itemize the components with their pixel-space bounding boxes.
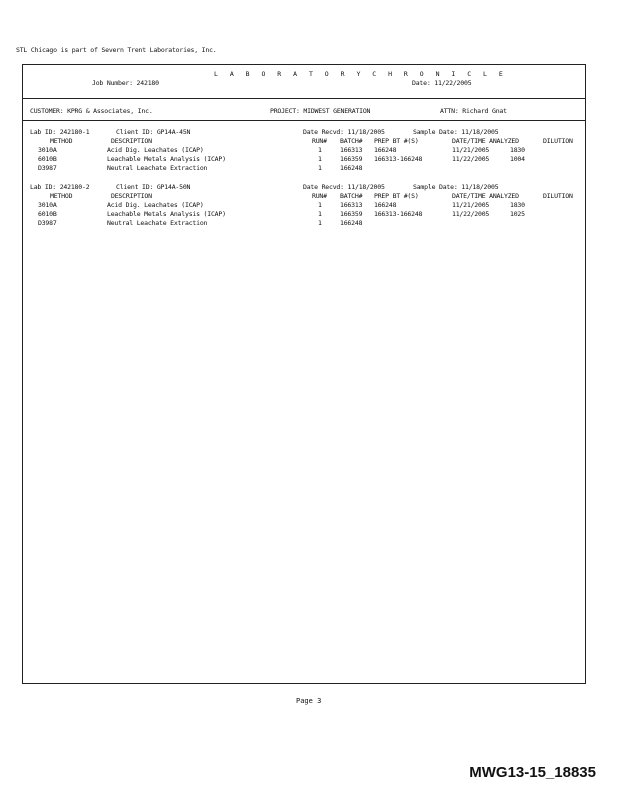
table-cell-method: 6010B [38, 210, 57, 218]
table-cell-date: 11/22/2005 [452, 210, 490, 218]
col-run-header: RUN# [312, 137, 327, 145]
col-description-header: DESCRIPTION [111, 137, 152, 145]
table-cell-method: 3010A [38, 146, 57, 154]
client-id: Client ID: GP14A-45N [116, 128, 191, 136]
table-cell-run: 1 [318, 155, 322, 163]
col-datetime-header: DATE/TIME ANALYZED [452, 137, 519, 145]
table-cell-time: 1830 [510, 146, 525, 154]
table-cell-description: Leachable Metals Analysis (ICAP) [107, 210, 226, 218]
table-cell-prep: 166313-166248 [374, 210, 423, 218]
table-cell-description: Neutral Leachate Extraction [107, 164, 208, 172]
page-number: Page 3 [296, 697, 322, 705]
table-cell-batch: 166313 [340, 201, 363, 209]
table-cell-time: 1004 [510, 155, 525, 163]
divider-top [22, 98, 586, 99]
col-run-header: RUN# [312, 192, 327, 200]
table-cell-run: 1 [318, 210, 322, 218]
col-method-header: METHOD [50, 137, 73, 145]
col-batch-header: BATCH# [340, 137, 363, 145]
col-dilution-header: DILUTION [543, 192, 573, 200]
table-cell-time: 1830 [510, 201, 525, 209]
col-dilution-header: DILUTION [543, 137, 573, 145]
document-id: MWG13-15_18835 [469, 764, 596, 781]
lab-id: Lab ID: 242180-2 [30, 183, 90, 191]
table-cell-batch: 166248 [340, 164, 363, 172]
customer: CUSTOMER: KPRG & Associates, Inc. [30, 107, 153, 115]
table-cell-batch: 166359 [340, 210, 363, 218]
project: PROJECT: MIDWEST GENERATION [270, 107, 371, 115]
table-cell-run: 1 [318, 201, 322, 209]
table-cell-run: 1 [318, 146, 322, 154]
col-method-header: METHOD [50, 192, 73, 200]
table-cell-description: Acid Dig. Leachates (ICAP) [107, 201, 204, 209]
table-cell-run: 1 [318, 164, 322, 172]
divider-bottom [22, 120, 586, 121]
table-cell-date: 11/21/2005 [452, 146, 490, 154]
table-cell-run: 1 [318, 219, 322, 227]
table-cell-method: 6010B [38, 155, 57, 163]
header-note: STL Chicago is part of Severn Trent Laboratories, Inc. [16, 46, 217, 54]
table-cell-batch: 166359 [340, 155, 363, 163]
table-cell-prep: 166248 [374, 146, 397, 154]
job-number: Job Number: 242180 [92, 79, 159, 87]
table-cell-method: D3987 [38, 164, 57, 172]
table-cell-time: 1025 [510, 210, 525, 218]
client-id: Client ID: GP14A-50N [116, 183, 191, 191]
table-cell-description: Neutral Leachate Extraction [107, 219, 208, 227]
table-cell-date: 11/22/2005 [452, 155, 490, 163]
table-cell-prep: 166248 [374, 201, 397, 209]
lab-id: Lab ID: 242180-1 [30, 128, 90, 136]
date-received: Date Recvd: 11/18/2005 [303, 128, 385, 136]
table-cell-batch: 166248 [340, 219, 363, 227]
chronicle-title: L A B O R A T O R Y C H R O N I C L E [214, 70, 507, 78]
col-batch-header: BATCH# [340, 192, 363, 200]
col-prep-header: PREP BT #(S) [374, 137, 419, 145]
col-prep-header: PREP BT #(S) [374, 192, 419, 200]
table-cell-description: Leachable Metals Analysis (ICAP) [107, 155, 226, 163]
sample-date: Sample Date: 11/18/2005 [413, 183, 499, 191]
table-cell-date: 11/21/2005 [452, 201, 490, 209]
col-datetime-header: DATE/TIME ANALYZED [452, 192, 519, 200]
attention: ATTN: Richard Gnat [440, 107, 507, 115]
date-received: Date Recvd: 11/18/2005 [303, 183, 385, 191]
table-cell-prep: 166313-166248 [374, 155, 423, 163]
col-description-header: DESCRIPTION [111, 192, 152, 200]
table-cell-description: Acid Dig. Leachates (ICAP) [107, 146, 204, 154]
table-cell-method: 3010A [38, 201, 57, 209]
table-cell-batch: 166313 [340, 146, 363, 154]
report-date: Date: 11/22/2005 [412, 79, 472, 87]
sample-date: Sample Date: 11/18/2005 [413, 128, 499, 136]
table-cell-method: D3987 [38, 219, 57, 227]
